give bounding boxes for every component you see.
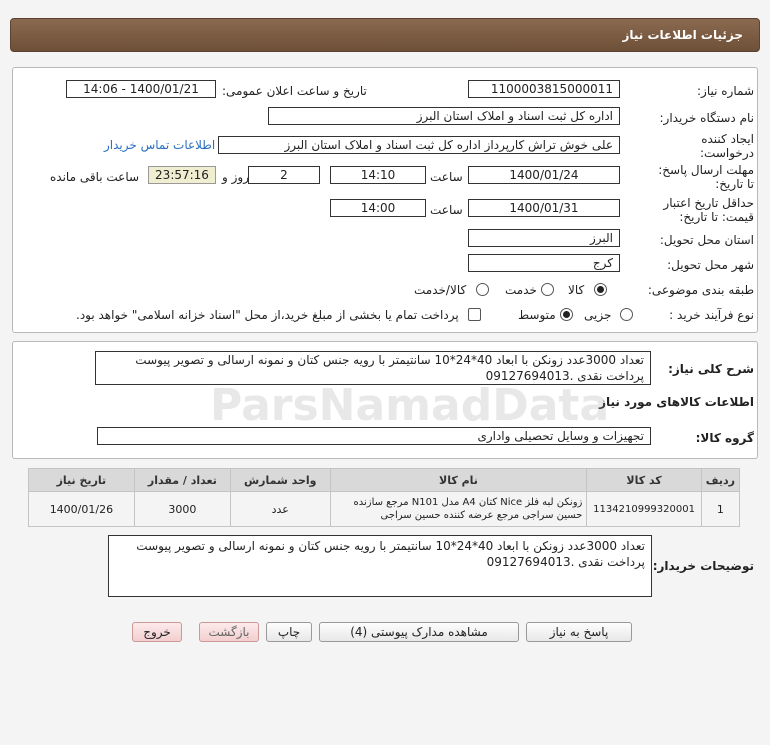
buyer-notes-field: تعداد 3000عدد زونکن با ابعاد 40*24*10 سانتیمتر با رویه جنس کتان و نمونه ارسالی و تصویر پیوست پرداخت نقدی .09127694013: [108, 535, 652, 597]
creator-field: علی خوش تراش کارپرداز اداره کل ثبت اسناد و املاک استان البرز: [218, 136, 620, 154]
category-both-radio[interactable]: [476, 283, 489, 296]
buyer-contact-link[interactable]: اطلاعات تماس خریدار: [104, 138, 216, 152]
print-button[interactable]: چاپ: [266, 622, 312, 642]
validity-time-field: 14:00: [330, 199, 426, 217]
need-number-field: 1100003815000011: [468, 80, 620, 98]
buyer-notes-label: توضیحات خریدار:: [652, 559, 754, 573]
validity-label-2: قیمت: تا تاریخ:: [679, 210, 754, 224]
page-header: [10, 18, 760, 52]
treasury-payment-checkbox[interactable]: [468, 308, 481, 321]
province-field: البرز: [468, 229, 620, 247]
cell-date: 1400/01/26: [29, 492, 135, 527]
category-label: طبقه بندی موضوعی:: [647, 283, 754, 297]
city-field: کرج: [468, 254, 620, 272]
validity-date-field: 1400/01/31: [468, 199, 620, 217]
category-both-label: کالا/خدمت: [414, 283, 467, 297]
purchase-minor-label: جزیی: [584, 308, 612, 322]
province-label: استان محل تحویل:: [659, 233, 754, 247]
items-table: [28, 468, 740, 527]
send-deadline-label-1: مهلت ارسال پاسخ:: [658, 163, 754, 177]
col-name: نام کالا: [330, 469, 587, 492]
remaining-label: ساعت باقی مانده: [50, 170, 140, 184]
purchase-medium-radio[interactable]: [560, 308, 573, 321]
goods-info-title: اطلاعات کالاهای مورد نیاز: [599, 395, 754, 409]
need-number-label: شماره نیاز:: [697, 84, 754, 98]
announce-label: تاریخ و ساعت اعلان عمومی:: [222, 84, 367, 98]
remaining-days-field: 2: [248, 166, 320, 184]
creator-label-1: ایجاد کننده: [701, 132, 754, 146]
city-label: شهر محل تحویل:: [667, 258, 754, 272]
cell-code: 1134210999320001: [587, 492, 701, 527]
back-button[interactable]: بازگشت: [199, 622, 259, 642]
col-date: تاریخ نیاز: [29, 469, 135, 492]
cell-row: 1: [701, 492, 739, 527]
attachments-button[interactable]: مشاهده مدارک پیوستی (4): [319, 622, 519, 642]
buyer-org-label: نام دستگاه خریدار:: [659, 111, 754, 125]
send-time-label: ساعت: [430, 170, 463, 184]
announce-field: 1400/01/21 - 14:06: [66, 80, 216, 98]
col-qty: تعداد / مقدار: [134, 469, 230, 492]
items-table-wrap: [28, 468, 740, 527]
creator-label-2: درخواست:: [700, 146, 754, 160]
cell-unit: عدد: [230, 492, 330, 527]
send-time-field: 14:10: [330, 166, 426, 184]
col-code: کد کالا: [587, 469, 701, 492]
cell-name: زونکن لبه فلز Nice کتان A4 مدل N101 مرجع سازنده حسین سراجی مرجع عرضه کننده حسین سراجی: [330, 492, 587, 527]
category-goods-radio[interactable]: [594, 283, 607, 296]
description-label: شرح کلی نیاز:: [668, 362, 754, 376]
treasury-payment-note: پرداخت تمام یا بخشی از مبلغ خرید،از محل "اسناد خزانه اسلامی" خواهد بود.: [76, 308, 459, 322]
watermark-logo: ParsNamadData: [210, 380, 610, 431]
send-deadline-label-2: تا تاریخ:: [715, 177, 754, 191]
purchase-type-label: نوع فرآیند خرید :: [669, 308, 754, 322]
goods-group-label: گروه کالا:: [695, 431, 754, 445]
category-service-label: خدمت: [505, 283, 537, 297]
col-unit: واحد شمارش: [230, 469, 330, 492]
buyer-org-field: اداره کل ثبت اسناد و املاک استان البرز: [268, 107, 620, 125]
send-date-field: 1400/01/24: [468, 166, 620, 184]
cell-qty: 3000: [134, 492, 230, 527]
table-header-row: [29, 469, 740, 492]
category-service-radio[interactable]: [541, 283, 554, 296]
goods-group-field: تجهیزات و وسایل تحصیلی واداری: [97, 427, 651, 445]
purchase-medium-label: متوسط: [518, 308, 556, 322]
page-title: جزئیات اطلاعات نیاز: [622, 28, 743, 42]
validity-time-label: ساعت: [430, 203, 463, 217]
col-row: ردیف: [701, 469, 739, 492]
description-field: تعداد 3000عدد زونکن با ابعاد 40*24*10 سانتیمتر با رویه جنس کتان و نمونه ارسالی و تصویر پیوست پرداخت نقدی .09127694013: [95, 351, 651, 385]
validity-label-1: حداقل تاریخ اعتبار: [663, 196, 754, 210]
category-goods-label: کالا: [568, 283, 585, 297]
remaining-time-field: 23:57:16: [148, 166, 216, 184]
purchase-minor-radio[interactable]: [620, 308, 633, 321]
reply-button[interactable]: پاسخ به نیاز: [526, 622, 632, 642]
exit-button[interactable]: خروج: [132, 622, 182, 642]
table-row: [29, 492, 740, 527]
days-label: روز و: [222, 170, 249, 184]
